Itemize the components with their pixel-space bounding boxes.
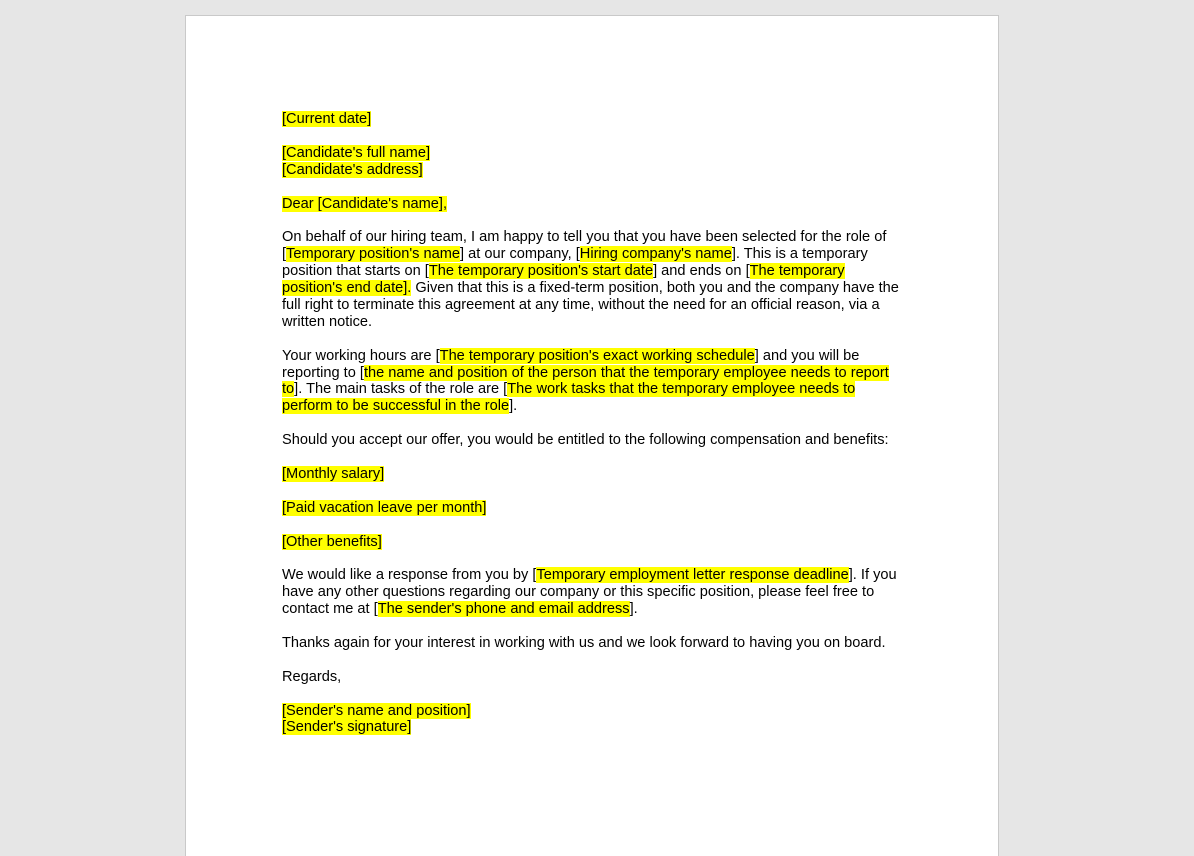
paragraph-hours (282, 348, 904, 416)
benefit-item (282, 500, 904, 517)
text: ]. (629, 601, 638, 618)
text: ]. This is a temporary position that starts on [ (282, 246, 868, 280)
paragraph-compensation (282, 432, 904, 449)
text: Given that this is a fixed-term position, both you and the company have the full right to terminate this agreement at any time, without the need for an official reason, via a written notice. (282, 280, 899, 330)
text: We would like a response from you by [ (282, 567, 537, 584)
candidate-name-placeholder: [Candidate's full name] (282, 144, 430, 161)
letter-body (282, 111, 904, 753)
salary-placeholder: [Monthly salary] (282, 465, 385, 482)
candidate-address-placeholder: [Candidate's address] (282, 161, 423, 178)
date-line (282, 111, 904, 128)
contact-placeholder: The sender's phone and email address (377, 601, 630, 618)
deadline-placeholder: Temporary employment letter response deadline (536, 567, 849, 584)
paragraph-thanks (282, 635, 904, 652)
paragraph-offer (282, 229, 904, 330)
closing: Regards, (282, 668, 342, 685)
start-date-placeholder: The temporary position's start date (428, 263, 654, 280)
text: Your working hours are [ (282, 347, 440, 364)
date-placeholder: [Current date] (282, 111, 372, 127)
document-page (185, 15, 999, 856)
text: On behalf of our hiring team, I am happy to tell you that you have been selected for the role of [ (282, 229, 887, 263)
position-name-placeholder: Temporary position's name (286, 246, 460, 263)
other-benefits-placeholder: [Other benefits] (282, 533, 382, 550)
text: ] and ends on [ (653, 263, 750, 280)
signature-block (282, 703, 904, 737)
text: ]. The main tasks of the role are [ (294, 381, 508, 398)
end-date-placeholder: The temporary position's end date]. (282, 263, 845, 297)
sender-name-placeholder: [Sender's name and position] (282, 702, 471, 719)
closing-line (282, 669, 904, 686)
benefit-item (282, 466, 904, 483)
tasks-placeholder: The work tasks that the temporary employee needs to perform to be successful in the role (282, 381, 856, 415)
company-name-placeholder: Hiring company's name (579, 246, 732, 263)
recipient-block (282, 145, 904, 179)
text: ]. (509, 398, 518, 415)
salutation-line (282, 196, 904, 213)
text: ]. If you have any other questions regarding our company or this specific position, please feel free to contact me at [ (282, 567, 897, 618)
vacation-placeholder: [Paid vacation leave per month] (282, 499, 487, 516)
text: ] and you will be reporting to [ (282, 347, 860, 381)
text: Thanks again for your interest in working with us and we look forward to having you on board. (282, 634, 886, 651)
sender-signature-placeholder: [Sender's signature] (282, 719, 412, 736)
paragraph-response (282, 567, 904, 618)
text: Should you accept our offer, you would be entitled to the following compensation and benefits: (282, 432, 889, 449)
schedule-placeholder: The temporary position's exact working schedule (439, 347, 755, 364)
text: ] at our company, [ (460, 246, 580, 263)
supervisor-placeholder: the name and position of the person that the temporary employee needs to report to (282, 364, 889, 398)
benefit-item (282, 534, 904, 551)
salutation: Dear [Candidate's name], (282, 195, 448, 212)
